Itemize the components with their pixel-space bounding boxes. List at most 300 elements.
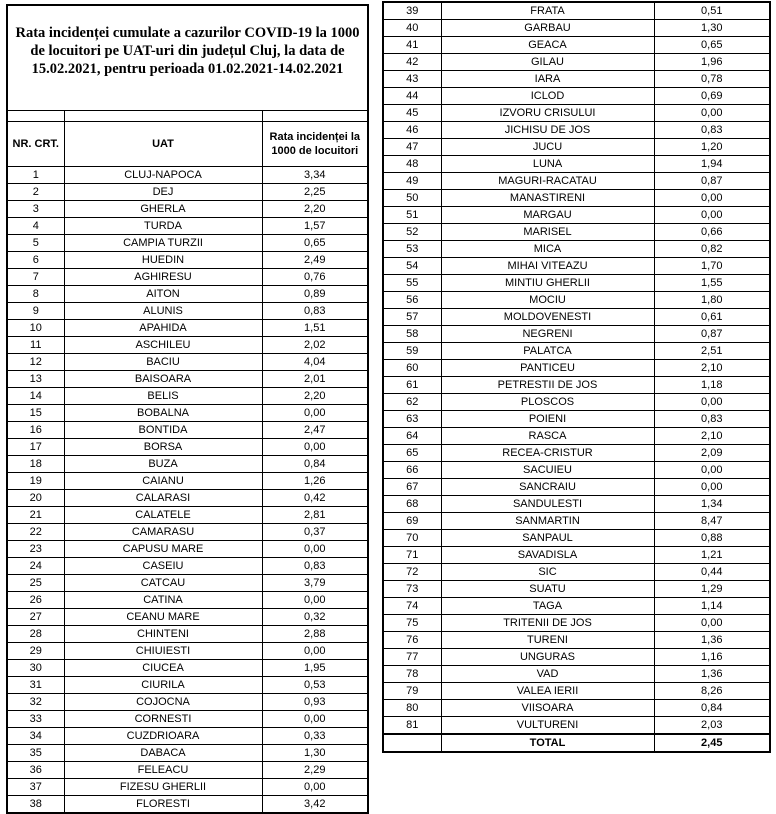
- table-row: [7, 303, 368, 320]
- row-uat: BOBALNA: [64, 405, 262, 422]
- row-nr: 12: [7, 354, 64, 371]
- row-nr: 58: [383, 326, 441, 343]
- row-uat: UNGURAS: [441, 649, 654, 666]
- table-row: [383, 683, 770, 700]
- row-rate: 1,20: [654, 139, 770, 156]
- row-nr: 51: [383, 207, 441, 224]
- table-row: [383, 547, 770, 564]
- table-row: [383, 309, 770, 326]
- row-rate: 2,03: [654, 717, 770, 735]
- table-row: [383, 445, 770, 462]
- row-nr: 10: [7, 320, 64, 337]
- row-nr: 57: [383, 309, 441, 326]
- table-row: [383, 717, 770, 735]
- row-rate: 3,34: [262, 167, 368, 184]
- row-nr: 78: [383, 666, 441, 683]
- row-rate: 0,93: [262, 694, 368, 711]
- row-nr: 25: [7, 575, 64, 592]
- row-nr: 66: [383, 462, 441, 479]
- table-row: [7, 660, 368, 677]
- row-nr: 30: [7, 660, 64, 677]
- row-nr: 61: [383, 377, 441, 394]
- row-nr: 39: [383, 2, 441, 20]
- row-rate: 1,30: [262, 745, 368, 762]
- row-nr: 17: [7, 439, 64, 456]
- table-row: [383, 615, 770, 632]
- table-row: [7, 201, 368, 218]
- table-row: [383, 462, 770, 479]
- row-nr: 3: [7, 201, 64, 218]
- row-rate: 0,84: [654, 700, 770, 717]
- row-rate: 2,81: [262, 507, 368, 524]
- row-rate: 0,61: [654, 309, 770, 326]
- row-uat: VULTURENI: [441, 717, 654, 735]
- row-rate: 1,70: [654, 258, 770, 275]
- row-nr: 67: [383, 479, 441, 496]
- table-row: [383, 428, 770, 445]
- row-rate: 1,18: [654, 377, 770, 394]
- row-uat: BORSA: [64, 439, 262, 456]
- row-nr: 75: [383, 615, 441, 632]
- row-uat: ASCHILEU: [64, 337, 262, 354]
- row-uat: PALATCA: [441, 343, 654, 360]
- row-nr: 44: [383, 88, 441, 105]
- row-uat: GARBAU: [441, 20, 654, 37]
- row-uat: CAMPIA TURZII: [64, 235, 262, 252]
- row-uat: MIHAI VITEAZU: [441, 258, 654, 275]
- right-table: [382, 1, 771, 753]
- row-uat: CORNESTI: [64, 711, 262, 728]
- table-row: [7, 235, 368, 252]
- table-row: [383, 649, 770, 666]
- row-nr: 62: [383, 394, 441, 411]
- row-rate: 2,25: [262, 184, 368, 201]
- row-rate: 8,26: [654, 683, 770, 700]
- row-uat: CAIANU: [64, 473, 262, 490]
- table-row: [383, 581, 770, 598]
- row-rate: 0,87: [654, 326, 770, 343]
- table-row: [7, 762, 368, 779]
- row-rate: 0,83: [654, 411, 770, 428]
- row-nr: 48: [383, 156, 441, 173]
- table-row: [7, 541, 368, 558]
- row-uat: RASCA: [441, 428, 654, 445]
- row-rate: 1,80: [654, 292, 770, 309]
- row-uat: CATINA: [64, 592, 262, 609]
- row-nr: 38: [7, 796, 64, 814]
- table-row: [7, 626, 368, 643]
- row-rate: 0,37: [262, 524, 368, 541]
- row-rate: 2,02: [262, 337, 368, 354]
- left-table-body: [7, 167, 368, 814]
- row-nr: 73: [383, 581, 441, 598]
- row-nr: 24: [7, 558, 64, 575]
- row-rate: 1,14: [654, 598, 770, 615]
- row-nr: 23: [7, 541, 64, 558]
- row-uat: FLORESTI: [64, 796, 262, 814]
- header-uat: UAT: [64, 122, 262, 167]
- row-rate: 2,10: [654, 428, 770, 445]
- row-uat: VAD: [441, 666, 654, 683]
- row-uat: MOLDOVENESTI: [441, 309, 654, 326]
- table-row: [7, 388, 368, 405]
- row-uat: FELEACU: [64, 762, 262, 779]
- row-nr: 4: [7, 218, 64, 235]
- row-rate: 1,21: [654, 547, 770, 564]
- table-row: [7, 218, 368, 235]
- row-nr: 43: [383, 71, 441, 88]
- table-row: [7, 745, 368, 762]
- row-nr: 22: [7, 524, 64, 541]
- row-uat: MAGURI-RACATAU: [441, 173, 654, 190]
- row-uat: PLOSCOS: [441, 394, 654, 411]
- row-uat: GHERLA: [64, 201, 262, 218]
- row-uat: TURDA: [64, 218, 262, 235]
- row-rate: 1,29: [654, 581, 770, 598]
- table-row: [7, 337, 368, 354]
- row-uat: BAISOARA: [64, 371, 262, 388]
- row-nr: 5: [7, 235, 64, 252]
- page-title: Rata incidenței cumulate a cazurilor COVID-19 la 1000 de locuitori pe UAT-uri din județul Cluj, la data de 15.02.2021, pentru perioada 01.02.2021-14.02.2021: [7, 5, 368, 111]
- row-nr: 45: [383, 105, 441, 122]
- table-row: [383, 377, 770, 394]
- row-uat: MINTIU GHERLII: [441, 275, 654, 292]
- row-nr: 18: [7, 456, 64, 473]
- row-uat: SACUIEU: [441, 462, 654, 479]
- table-row: [7, 694, 368, 711]
- row-uat: SANPAUL: [441, 530, 654, 547]
- row-rate: 0,42: [262, 490, 368, 507]
- row-uat: JUCU: [441, 139, 654, 156]
- row-uat: LUNA: [441, 156, 654, 173]
- row-nr: 70: [383, 530, 441, 547]
- row-uat: BACIU: [64, 354, 262, 371]
- row-rate: 1,36: [654, 632, 770, 649]
- table-row: [383, 326, 770, 343]
- row-rate: 0,88: [654, 530, 770, 547]
- table-row: [383, 88, 770, 105]
- table-row: [7, 473, 368, 490]
- table-row: [7, 269, 368, 286]
- row-rate: 2,49: [262, 252, 368, 269]
- table-row: [383, 241, 770, 258]
- row-nr: 54: [383, 258, 441, 275]
- row-uat: VALEA IERII: [441, 683, 654, 700]
- spacer-cell: [7, 111, 64, 122]
- row-rate: 0,89: [262, 286, 368, 303]
- row-rate: 2,20: [262, 388, 368, 405]
- row-uat: SUATU: [441, 581, 654, 598]
- row-nr: 42: [383, 54, 441, 71]
- row-rate: 1,94: [654, 156, 770, 173]
- row-uat: GEACA: [441, 37, 654, 54]
- table-row: [383, 37, 770, 54]
- row-rate: 0,00: [654, 394, 770, 411]
- row-uat: FRATA: [441, 2, 654, 20]
- row-nr: 8: [7, 286, 64, 303]
- row-rate: 8,47: [654, 513, 770, 530]
- row-uat: DABACA: [64, 745, 262, 762]
- row-uat: BONTIDA: [64, 422, 262, 439]
- row-rate: 0,00: [654, 615, 770, 632]
- right-table-body: [383, 2, 770, 734]
- row-nr: 15: [7, 405, 64, 422]
- table-row: [383, 564, 770, 581]
- row-uat: IARA: [441, 71, 654, 88]
- row-uat: CASEIU: [64, 558, 262, 575]
- table-row: [383, 343, 770, 360]
- row-rate: 0,65: [262, 235, 368, 252]
- row-rate: 0,00: [262, 643, 368, 660]
- table-row: [7, 728, 368, 745]
- row-rate: 2,20: [262, 201, 368, 218]
- table-row: [383, 513, 770, 530]
- row-uat: COJOCNA: [64, 694, 262, 711]
- table-row: [7, 711, 368, 728]
- row-rate: 2,29: [262, 762, 368, 779]
- row-nr: 31: [7, 677, 64, 694]
- row-uat: MANASTIRENI: [441, 190, 654, 207]
- row-nr: 6: [7, 252, 64, 269]
- table-row: [383, 632, 770, 649]
- table-row: [383, 275, 770, 292]
- row-rate: 0,00: [262, 405, 368, 422]
- row-rate: 0,53: [262, 677, 368, 694]
- row-rate: 0,33: [262, 728, 368, 745]
- row-rate: 2,09: [654, 445, 770, 462]
- row-uat: CIURILA: [64, 677, 262, 694]
- row-nr: 13: [7, 371, 64, 388]
- row-uat: TURENI: [441, 632, 654, 649]
- row-uat: CUZDRIOARA: [64, 728, 262, 745]
- total-row: [383, 734, 770, 752]
- row-rate: 1,16: [654, 649, 770, 666]
- row-nr: 68: [383, 496, 441, 513]
- row-rate: 0,78: [654, 71, 770, 88]
- row-uat: BELIS: [64, 388, 262, 405]
- row-uat: FIZESU GHERLII: [64, 779, 262, 796]
- row-rate: 0,00: [262, 779, 368, 796]
- row-uat: MICA: [441, 241, 654, 258]
- table-row: [383, 258, 770, 275]
- table-row: [383, 530, 770, 547]
- table-row: [383, 20, 770, 37]
- table-row: [383, 224, 770, 241]
- table-row: [383, 292, 770, 309]
- row-uat: SANCRAIU: [441, 479, 654, 496]
- row-uat: SANDULESTI: [441, 496, 654, 513]
- row-nr: 16: [7, 422, 64, 439]
- row-nr: 11: [7, 337, 64, 354]
- row-uat: MOCIU: [441, 292, 654, 309]
- table-row: [383, 54, 770, 71]
- row-rate: 0,83: [262, 558, 368, 575]
- row-nr: 77: [383, 649, 441, 666]
- table-row: [7, 405, 368, 422]
- total-blank-cell: [383, 734, 441, 752]
- row-rate: 1,95: [262, 660, 368, 677]
- row-rate: 0,69: [654, 88, 770, 105]
- row-nr: 40: [383, 20, 441, 37]
- row-uat: BUZA: [64, 456, 262, 473]
- table-row: [7, 422, 368, 439]
- table-row: [383, 156, 770, 173]
- table-row: [383, 700, 770, 717]
- row-rate: 2,51: [654, 343, 770, 360]
- row-rate: 0,83: [654, 122, 770, 139]
- table-row: [7, 439, 368, 456]
- row-uat: VIISOARA: [441, 700, 654, 717]
- table-row: [7, 456, 368, 473]
- row-nr: 55: [383, 275, 441, 292]
- row-nr: 71: [383, 547, 441, 564]
- table-row: [7, 779, 368, 796]
- table-row: [7, 524, 368, 541]
- row-uat: AGHIRESU: [64, 269, 262, 286]
- row-nr: 9: [7, 303, 64, 320]
- row-nr: 26: [7, 592, 64, 609]
- table-row: [383, 2, 770, 20]
- row-nr: 20: [7, 490, 64, 507]
- table-row: [383, 411, 770, 428]
- total-rate: 2,45: [654, 734, 770, 752]
- row-nr: 32: [7, 694, 64, 711]
- row-nr: 2: [7, 184, 64, 201]
- row-nr: 59: [383, 343, 441, 360]
- table-row: [7, 286, 368, 303]
- row-uat: CALATELE: [64, 507, 262, 524]
- row-uat: CLUJ-NAPOCA: [64, 167, 262, 184]
- row-rate: 1,36: [654, 666, 770, 683]
- row-rate: 3,79: [262, 575, 368, 592]
- row-uat: AITON: [64, 286, 262, 303]
- row-uat: NEGRENI: [441, 326, 654, 343]
- table-row: [7, 371, 368, 388]
- row-nr: 27: [7, 609, 64, 626]
- row-nr: 36: [7, 762, 64, 779]
- row-nr: 64: [383, 428, 441, 445]
- row-rate: 0,00: [262, 541, 368, 558]
- table-row: [7, 643, 368, 660]
- row-rate: 0,65: [654, 37, 770, 54]
- row-rate: 2,01: [262, 371, 368, 388]
- row-nr: 80: [383, 700, 441, 717]
- row-uat: PETRESTII DE JOS: [441, 377, 654, 394]
- row-rate: 0,00: [262, 439, 368, 456]
- row-nr: 37: [7, 779, 64, 796]
- row-uat: DEJ: [64, 184, 262, 201]
- row-nr: 35: [7, 745, 64, 762]
- table-row: [7, 507, 368, 524]
- row-rate: 0,00: [654, 190, 770, 207]
- row-nr: 74: [383, 598, 441, 615]
- row-rate: 0,00: [262, 711, 368, 728]
- table-row: [383, 71, 770, 88]
- row-nr: 41: [383, 37, 441, 54]
- row-rate: 1,51: [262, 320, 368, 337]
- row-rate: 0,83: [262, 303, 368, 320]
- row-rate: 1,26: [262, 473, 368, 490]
- table-row: [383, 394, 770, 411]
- row-nr: 65: [383, 445, 441, 462]
- table-row: [7, 490, 368, 507]
- row-rate: 1,57: [262, 218, 368, 235]
- row-uat: SANMARTIN: [441, 513, 654, 530]
- table-row: [383, 139, 770, 156]
- row-nr: 81: [383, 717, 441, 735]
- row-nr: 79: [383, 683, 441, 700]
- row-rate: 0,66: [654, 224, 770, 241]
- table-row: [7, 354, 368, 371]
- row-rate: 1,96: [654, 54, 770, 71]
- row-rate: 0,87: [654, 173, 770, 190]
- row-nr: 50: [383, 190, 441, 207]
- table-row: [7, 592, 368, 609]
- row-rate: 1,30: [654, 20, 770, 37]
- row-nr: 14: [7, 388, 64, 405]
- row-uat: CIUCEA: [64, 660, 262, 677]
- row-rate: 0,00: [654, 479, 770, 496]
- row-uat: PANTICEU: [441, 360, 654, 377]
- row-nr: 56: [383, 292, 441, 309]
- row-uat: ICLOD: [441, 88, 654, 105]
- row-rate: 0,82: [654, 241, 770, 258]
- row-uat: SAVADISLA: [441, 547, 654, 564]
- row-uat: APAHIDA: [64, 320, 262, 337]
- row-rate: 0,00: [654, 105, 770, 122]
- row-nr: 76: [383, 632, 441, 649]
- table-row: [7, 677, 368, 694]
- row-uat: CHIUIESTI: [64, 643, 262, 660]
- row-rate: 0,76: [262, 269, 368, 286]
- table-row: [7, 609, 368, 626]
- row-rate: 2,47: [262, 422, 368, 439]
- row-uat: TAGA: [441, 598, 654, 615]
- table-row: [7, 320, 368, 337]
- row-rate: 0,84: [262, 456, 368, 473]
- row-nr: 21: [7, 507, 64, 524]
- row-uat: RECEA-CRISTUR: [441, 445, 654, 462]
- row-uat: TRITENII DE JOS: [441, 615, 654, 632]
- row-nr: 60: [383, 360, 441, 377]
- row-rate: 2,88: [262, 626, 368, 643]
- row-uat: CHINTENI: [64, 626, 262, 643]
- table-row: [383, 173, 770, 190]
- table-row: [7, 796, 368, 814]
- table-row: [7, 252, 368, 269]
- left-table: [6, 4, 369, 814]
- row-uat: HUEDIN: [64, 252, 262, 269]
- spacer-cell: [262, 111, 368, 122]
- header-nr: NR. CRT.: [7, 122, 64, 167]
- row-nr: 47: [383, 139, 441, 156]
- row-uat: CATCAU: [64, 575, 262, 592]
- table-row: [383, 207, 770, 224]
- spacer-cell: [64, 111, 262, 122]
- table-row: [383, 666, 770, 683]
- row-uat: ALUNIS: [64, 303, 262, 320]
- total-label: TOTAL: [441, 734, 654, 752]
- row-uat: CAPUSU MARE: [64, 541, 262, 558]
- row-nr: 69: [383, 513, 441, 530]
- row-uat: MARGAU: [441, 207, 654, 224]
- row-nr: 7: [7, 269, 64, 286]
- row-rate: 0,51: [654, 2, 770, 20]
- row-uat: JICHISU DE JOS: [441, 122, 654, 139]
- table-row: [383, 190, 770, 207]
- row-rate: 4,04: [262, 354, 368, 371]
- row-rate: 0,00: [654, 207, 770, 224]
